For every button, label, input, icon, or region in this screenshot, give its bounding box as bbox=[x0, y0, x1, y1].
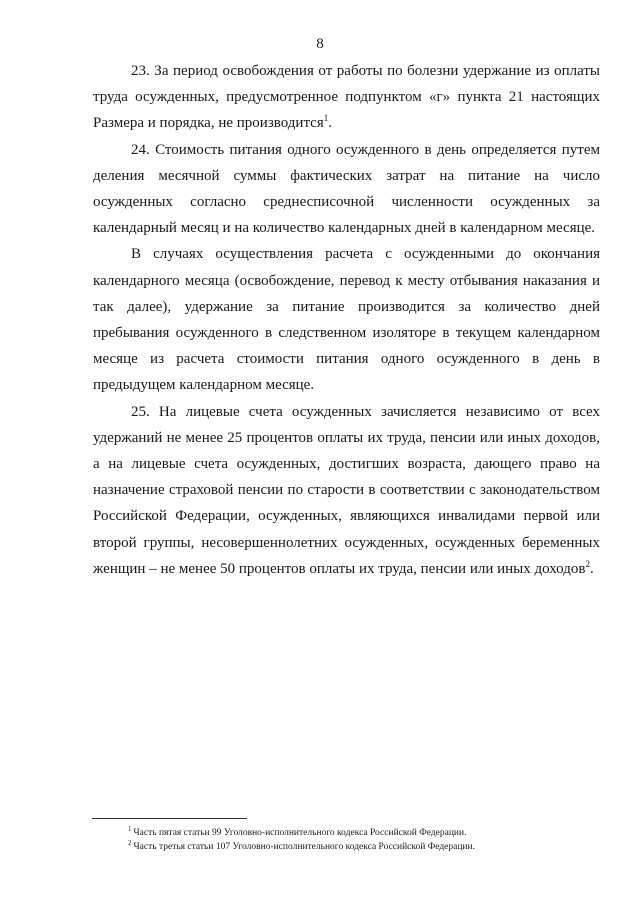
paragraph-23-tail: . bbox=[328, 115, 332, 132]
document-body bbox=[93, 58, 600, 582]
footnote-ref-2: 2 bbox=[585, 558, 590, 569]
footnote-1-text: Часть пятая статьи 99 Уголовно-исполнительного кодекса Российской Федерации. bbox=[133, 828, 467, 838]
paragraph-25 bbox=[93, 399, 600, 582]
paragraph-23 bbox=[93, 58, 600, 137]
paragraph-25-tail: . bbox=[589, 560, 594, 577]
paragraph-24-text: 24. Стоимость питания одного осужденного в день определяется путем деления месячной суммы фактических затрат на питание на число осужденных согласно среднесписочной численности осужденных за календарный месяц и на количество календарных дней в календарном месяце. bbox=[93, 141, 600, 237]
footnote-1-marker: 1 bbox=[128, 825, 132, 833]
paragraph-25-text: 25. На лицевые счета осужденных зачисляется независимо от всех удержаний не менее 25 процентов оплаты их труда, пенсии или иных доходов, а на лицевые счета осужденных, достигших возраста, дающего право на назначение страховой пенсии по старости в соответствии с законодательством Российской Федерации, осужденных, являющихся инвалидами первой или второй группы, несовершеннолетних осужденных, осужденных беременных женщин – не менее 50 процентов оплаты их труда, пенсии или иных доходов bbox=[93, 403, 600, 577]
footnote-2-text: Часть третья статьи 107 Уголовно-исполнительного кодекса Российской Федерации. bbox=[133, 842, 475, 852]
footnote-separator bbox=[92, 818, 247, 819]
footnote-1 bbox=[128, 826, 598, 840]
paragraph-24-continuation bbox=[93, 241, 600, 398]
page-number: 8 bbox=[316, 36, 324, 52]
footnote-2-marker: 2 bbox=[128, 839, 132, 847]
footnote-ref-1: 1 bbox=[323, 113, 329, 124]
paragraph-23-text: 23. За период освобождения от работы по болезни удержание из оплаты труда осужденных, предусмотренное подпунктом «г» пункта 21 настоящих Размера и порядка, не производится bbox=[93, 63, 600, 132]
footnotes bbox=[128, 826, 598, 854]
footnote-2 bbox=[128, 840, 598, 854]
paragraph-24-continuation-text: В случаях осуществления расчета с осужденными до окончания календарного месяца (освобождение, перевод к месту отбывания наказания и так далее), удержание за питание производится за количество дней пребывания осужденного в следственном изоляторе в текущем календарном месяце из расчета стоимости питания одного осужденного в день в предыдущем календарном месяце. bbox=[93, 246, 600, 394]
paragraph-24 bbox=[93, 137, 600, 242]
